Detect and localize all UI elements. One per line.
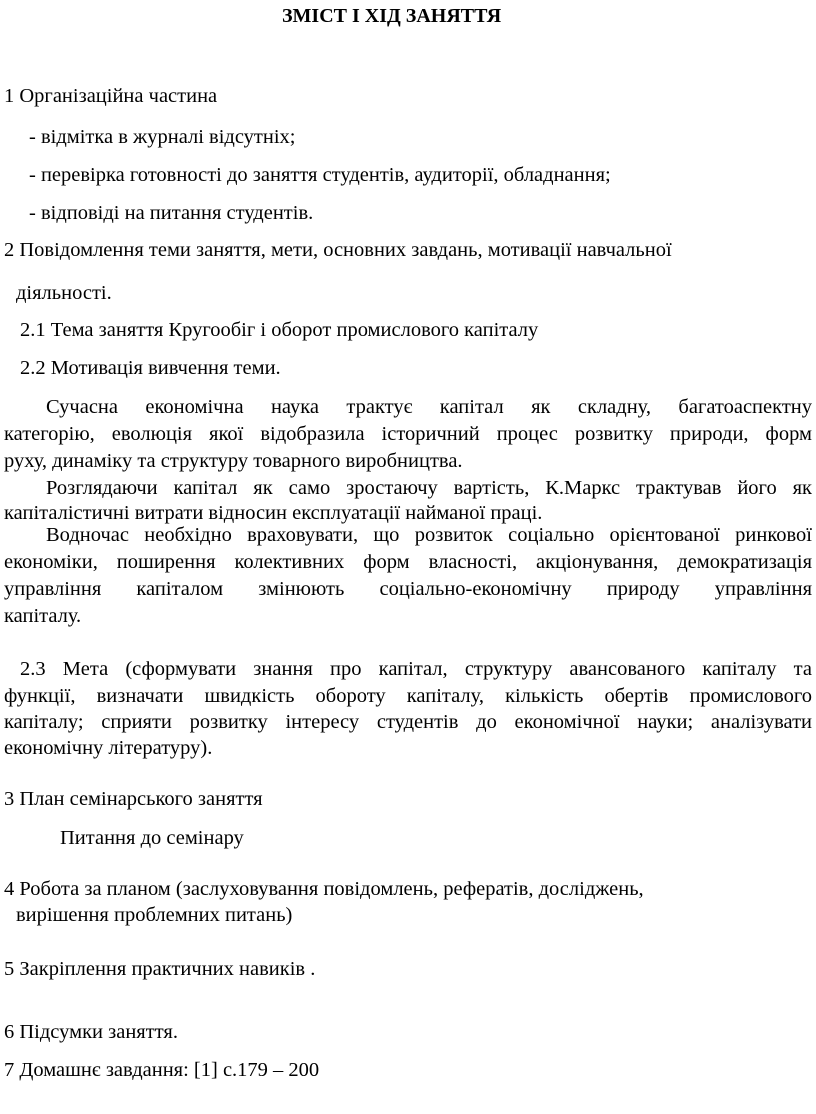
paragraph-line: капіталу. bbox=[4, 605, 82, 627]
section-2-heading-cont: діяльності. bbox=[16, 282, 112, 304]
section-4-heading-cont: вирішення проблемних питань) bbox=[16, 904, 293, 926]
section-3-subheading: Питання до семінару bbox=[60, 827, 244, 849]
paragraph-line: капіталістичні витрати відносин експлуатації найманої праці. bbox=[4, 502, 543, 524]
paragraph-line: Сучасна економічна наука трактує капітал як складну, багатоаспектну bbox=[46, 396, 812, 418]
section-2-2-heading: 2.2 Мотивація вивчення теми. bbox=[20, 357, 281, 379]
section-6-heading: 6 Підсумки заняття. bbox=[4, 1021, 178, 1043]
section-2-1-topic: 2.1 Тема заняття Кругообіг і оборот промислового капіталу bbox=[20, 319, 539, 341]
paragraph-line: економіки, поширення колективних форм власності, акціонування, демократизація bbox=[4, 551, 812, 573]
page-title: ЗМІСТ І ХІД ЗАНЯТТЯ bbox=[282, 5, 502, 27]
paragraph-line: Розглядаючи капітал як само зростаючу вартість, К.Маркс трактував його як bbox=[46, 477, 812, 499]
section-1-item: - перевірка готовності до заняття студентів, аудиторії, обладнання; bbox=[29, 164, 611, 186]
section-1-item: - відмітка в журналі відсутніх; bbox=[29, 126, 296, 148]
paragraph-line: управління капіталом змінюють соціально-економічну природу управління bbox=[4, 578, 812, 600]
section-1-item: - відповіді на питання студентів. bbox=[29, 202, 314, 224]
section-4-heading: 4 Робота за планом (заслуховування повідомлень, рефератів, досліджень, bbox=[4, 878, 644, 900]
section-2-heading: 2 Повідомлення теми заняття, мети, основних завдань, мотивації навчальної bbox=[4, 239, 672, 261]
paragraph-line: руху, динаміку та структуру товарного виробництва. bbox=[4, 450, 463, 472]
goal-line: функції, визначати швидкість обороту капіталу, кількість обертів промислового bbox=[4, 685, 812, 707]
goal-line: капіталу; сприяти розвитку інтересу студентів до економічної науки; аналізувати bbox=[4, 711, 812, 733]
section-7-heading: 7 Домашнє завдання: [1] с.179 – 200 bbox=[4, 1059, 320, 1081]
section-3-heading: 3 План семінарського заняття bbox=[4, 788, 263, 810]
goal-line: 2.3 Мета (сформувати знання про капітал, структуру авансованого капіталу та bbox=[20, 658, 812, 680]
goal-line: економічну літературу). bbox=[4, 737, 213, 759]
section-1-heading: 1 Організаційна частина bbox=[4, 85, 218, 107]
section-5-heading: 5 Закріплення практичних навиків . bbox=[4, 958, 316, 980]
paragraph-line: категорію, еволюція якої відобразила історичний процес розвитку природи, форм bbox=[4, 423, 812, 445]
paragraph-line: Водночас необхідно враховувати, що розвиток соціально орієнтованої ринкової bbox=[46, 524, 812, 546]
